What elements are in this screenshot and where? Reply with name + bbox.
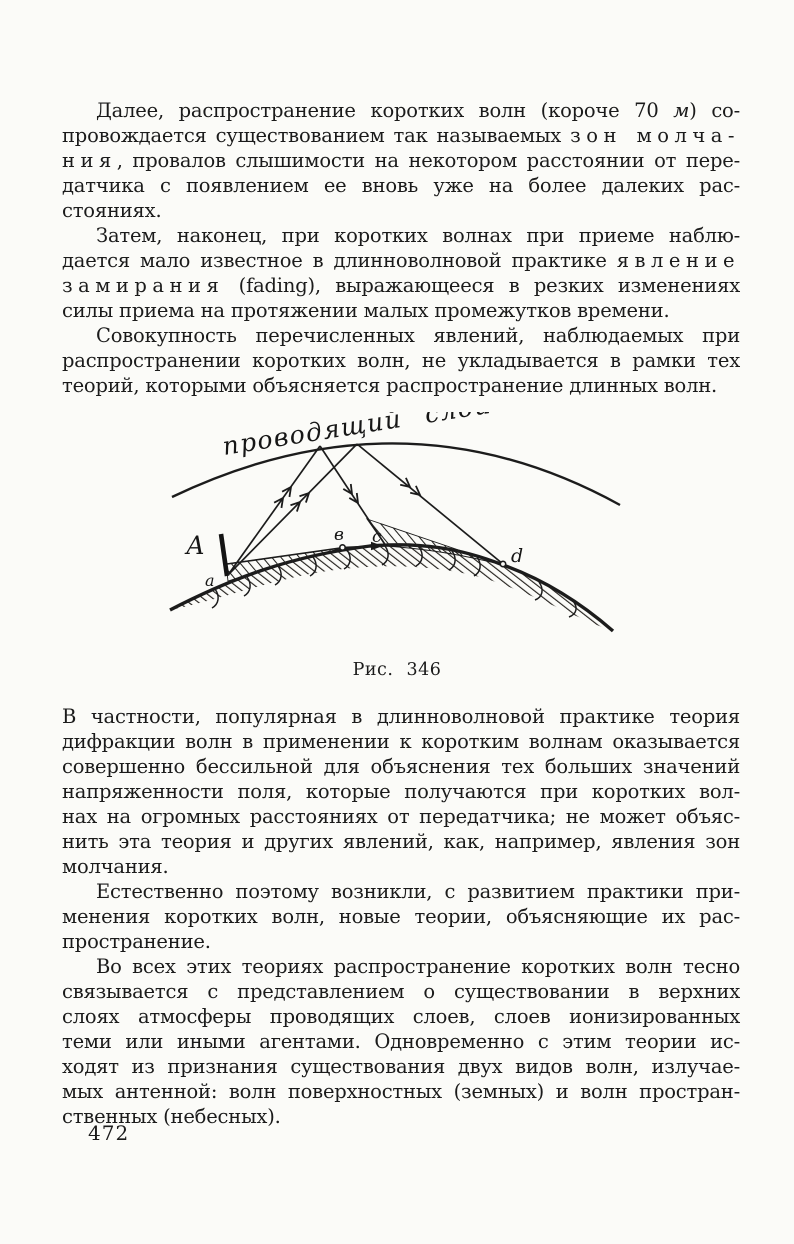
text-segment: провождается существованием так называемых: [62, 124, 571, 147]
text-line: [62, 829, 740, 854]
text-segment: связывается с представлением о существовании в верхних: [62, 980, 740, 1003]
text-segment: Совокупность перечисленных явлений, наблюдаемых при: [96, 324, 740, 347]
point-d-dot: [500, 561, 505, 566]
text-segment: Далее, распространение коротких волн (короче 70: [96, 99, 674, 122]
text-segment: нах на огромных расстояниях от передатчика; не может объяс-: [62, 805, 740, 828]
text-line: [62, 1104, 740, 1129]
text-segment: ственных (небесных).: [62, 1105, 281, 1128]
text-line: [62, 929, 740, 954]
paragraph: [62, 879, 740, 954]
text-segment: молчания.: [62, 855, 169, 878]
text-segment: Естественно поэтому возникли, с развитием практики при-: [96, 880, 740, 903]
text-line: [62, 1029, 740, 1054]
text-segment: дифракции волн в применении к коротким волнам оказывается: [62, 730, 740, 753]
text-line: [62, 804, 740, 829]
text-segment: Затем, наконец, при коротких волнах при приеме наблю-: [96, 224, 740, 247]
text-segment: напряженности поля, которые получаются при коротких вол-: [62, 780, 740, 803]
text-line: [62, 1079, 740, 1104]
text-segment: (fading), выражающееся в резких изменениях: [224, 274, 740, 297]
text-line: [62, 248, 740, 273]
text-line: [62, 298, 740, 323]
figure-caption: Рис. 346: [352, 660, 442, 680]
text-line: [62, 198, 740, 223]
emphasized-spaced-text: зон молча-: [570, 124, 740, 147]
paragraph: [62, 223, 740, 323]
text-segment: силы приема на протяжении малых промежутков времени.: [62, 299, 670, 322]
text-segment: теорий, которыми объясняется распространение длинных волн.: [62, 374, 718, 397]
text-line: [62, 373, 740, 398]
text-line: [62, 754, 740, 779]
text-line: [62, 323, 740, 348]
emphasized-spaced-text: явление: [616, 249, 740, 272]
text-line: [62, 98, 740, 123]
text-line: [62, 879, 740, 904]
paragraph: [62, 323, 740, 398]
text-segment: , провалов слышимости на некотором расстоянии от пере-: [116, 149, 740, 172]
text-line: [62, 979, 740, 1004]
text-segment: слоях атмосферы проводящих слоев, слоев ионизированных: [62, 1005, 740, 1028]
text-segment: теми или иными агентами. Одновременно с этим теории ис-: [62, 1030, 740, 1053]
text-line: [62, 729, 740, 754]
text-segment: стояниях.: [62, 199, 162, 222]
text-line: [62, 223, 740, 248]
text-line: [62, 954, 740, 979]
label-antenna-A: А: [186, 531, 205, 560]
text-segment: дается мало известное в длинноволновой практике: [62, 249, 617, 272]
label-point-b: в: [334, 525, 344, 545]
text-line: [62, 148, 740, 173]
page-number: 472: [88, 1121, 130, 1145]
figure-346: [150, 412, 690, 654]
text-segment: Во всех этих теориях распространение коротких волн тесно: [96, 955, 740, 978]
text-line: [62, 348, 740, 373]
text-line: [62, 1054, 740, 1079]
text-line: [62, 123, 740, 148]
text-segment: мых антенной: волн поверхностных (земных) и волн простран-: [62, 1080, 740, 1103]
text-segment: пространение.: [62, 930, 211, 953]
label-point-d: d: [511, 545, 524, 567]
paragraph: [62, 954, 740, 1129]
point-b-dot: [340, 545, 345, 550]
text-segment: датчика с появлением ее вновь уже на более далеких рас-: [62, 174, 740, 197]
ionosphere-label: проводящий слой: [220, 412, 494, 461]
text-segment: совершенно бессильной для объяснения тех больших значений: [62, 755, 740, 778]
emphasized-spaced-text: замирания: [62, 274, 225, 297]
earth-hatch-band: [170, 545, 613, 631]
text-line: [62, 904, 740, 929]
text-segment: ) со-: [689, 99, 740, 122]
paragraph: [62, 98, 740, 223]
text-segment: нить эта теория и других явлений, как, например, явления зон: [62, 830, 740, 853]
figure-346-drawing: [150, 412, 690, 654]
paragraph: [62, 704, 740, 879]
text-line: [62, 173, 740, 198]
text-line: [62, 273, 740, 298]
text-segment: м: [673, 99, 690, 122]
text-line: [62, 1004, 740, 1029]
text-segment: В частности, популярная в длинноволновой практике теория: [62, 705, 740, 728]
label-point-c: c: [372, 527, 382, 547]
emphasized-spaced-text: ния: [62, 149, 117, 172]
label-point-a: a: [205, 571, 215, 590]
text-line: [62, 779, 740, 804]
text-segment: распространении коротких волн, не укладывается в рамки тех: [62, 349, 740, 372]
text-line: [62, 704, 740, 729]
text-line: [62, 854, 740, 879]
text-block-upper: [62, 98, 740, 398]
text-segment: ходят из признания существования двух видов волн, излучае-: [62, 1055, 740, 1078]
text-segment: менения коротких волн, новые теории, объясняющие их рас-: [62, 905, 740, 928]
text-block-lower: [62, 704, 740, 1129]
antenna-mast: [221, 534, 227, 576]
